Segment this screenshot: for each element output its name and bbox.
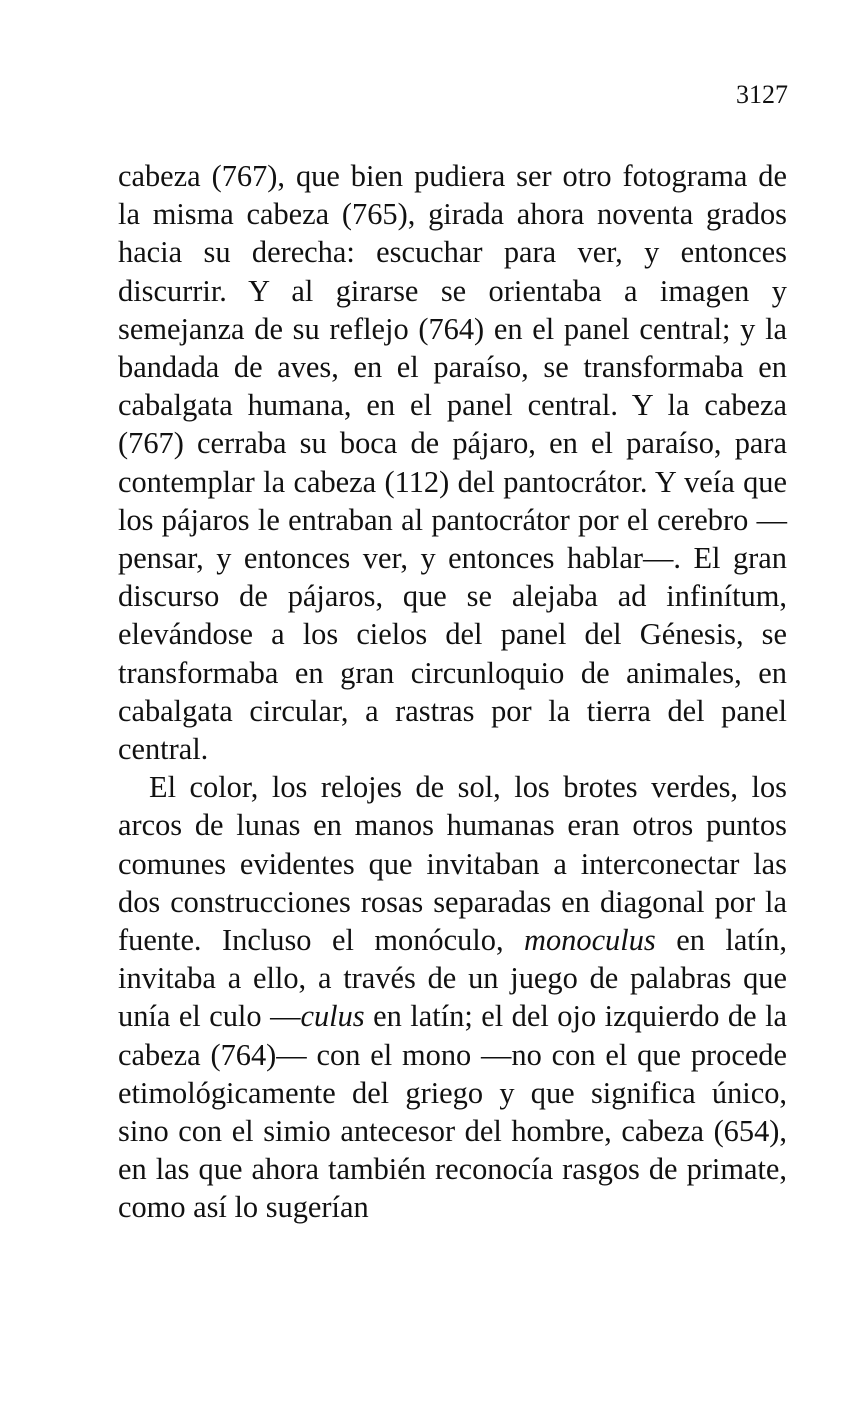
italic-term-monoculus: monoculus <box>524 923 656 958</box>
paragraph-2 <box>118 768 787 1226</box>
paragraph-2-text-c: en latín; el del ojo izquierdo de la cabeza (764)— con el mono —no con el que procede etimológicamente del griego y que significa único, sino con el simio antecesor del hombre, cabeza (654), en las que ahora también reconocía rasgos de primate, como así lo sugerían <box>118 999 788 1225</box>
paragraph-1-text: cabeza (767), que bien pudiera ser otro fotograma de la misma cabeza (765), girada ahora noventa grados hacia su derecha: escuchar para ver, y entonces discurrir. Y al girarse se orientaba a imagen y semejanza de su reflejo (764) en el panel central; y la bandada de aves, en el paraíso, se transformaba en cabalgata humana, en el panel central. Y la cabeza (767) cerraba su boca de pájaro, en el paraíso, para contemplar la cabeza (112) del pantocrátor. Y veía que los pájaros le entraban al pantocrátor por el cerebro —pensar, y entonces ver, y entonces hablar—. El gran discurso de pájaros, que se alejaba ad infinítum, elevándose a los cielos del panel del Génesis, se transformaba en gran circunloquio de animales, en cabalgata circular, a rastras por la tierra del panel central. <box>118 159 787 767</box>
page-number: 3127 <box>736 80 788 109</box>
paragraph-2-text-a: El color, los relojes de sol, los brotes verdes, los arcos de lunas en manos humanas eran otros puntos comunes evidentes que invitaban a interconectar las dos construcciones rosas separadas en diagonal por la fuente. Incluso el monóculo, <box>118 770 787 958</box>
paragraph-1 <box>118 157 787 768</box>
paragraph-2-text-b: en latín, invitaba a ello, a través de un juego de palabras que unía el culo — <box>118 923 787 1034</box>
body-text <box>118 157 787 1227</box>
italic-term-culus: culus <box>300 999 365 1034</box>
